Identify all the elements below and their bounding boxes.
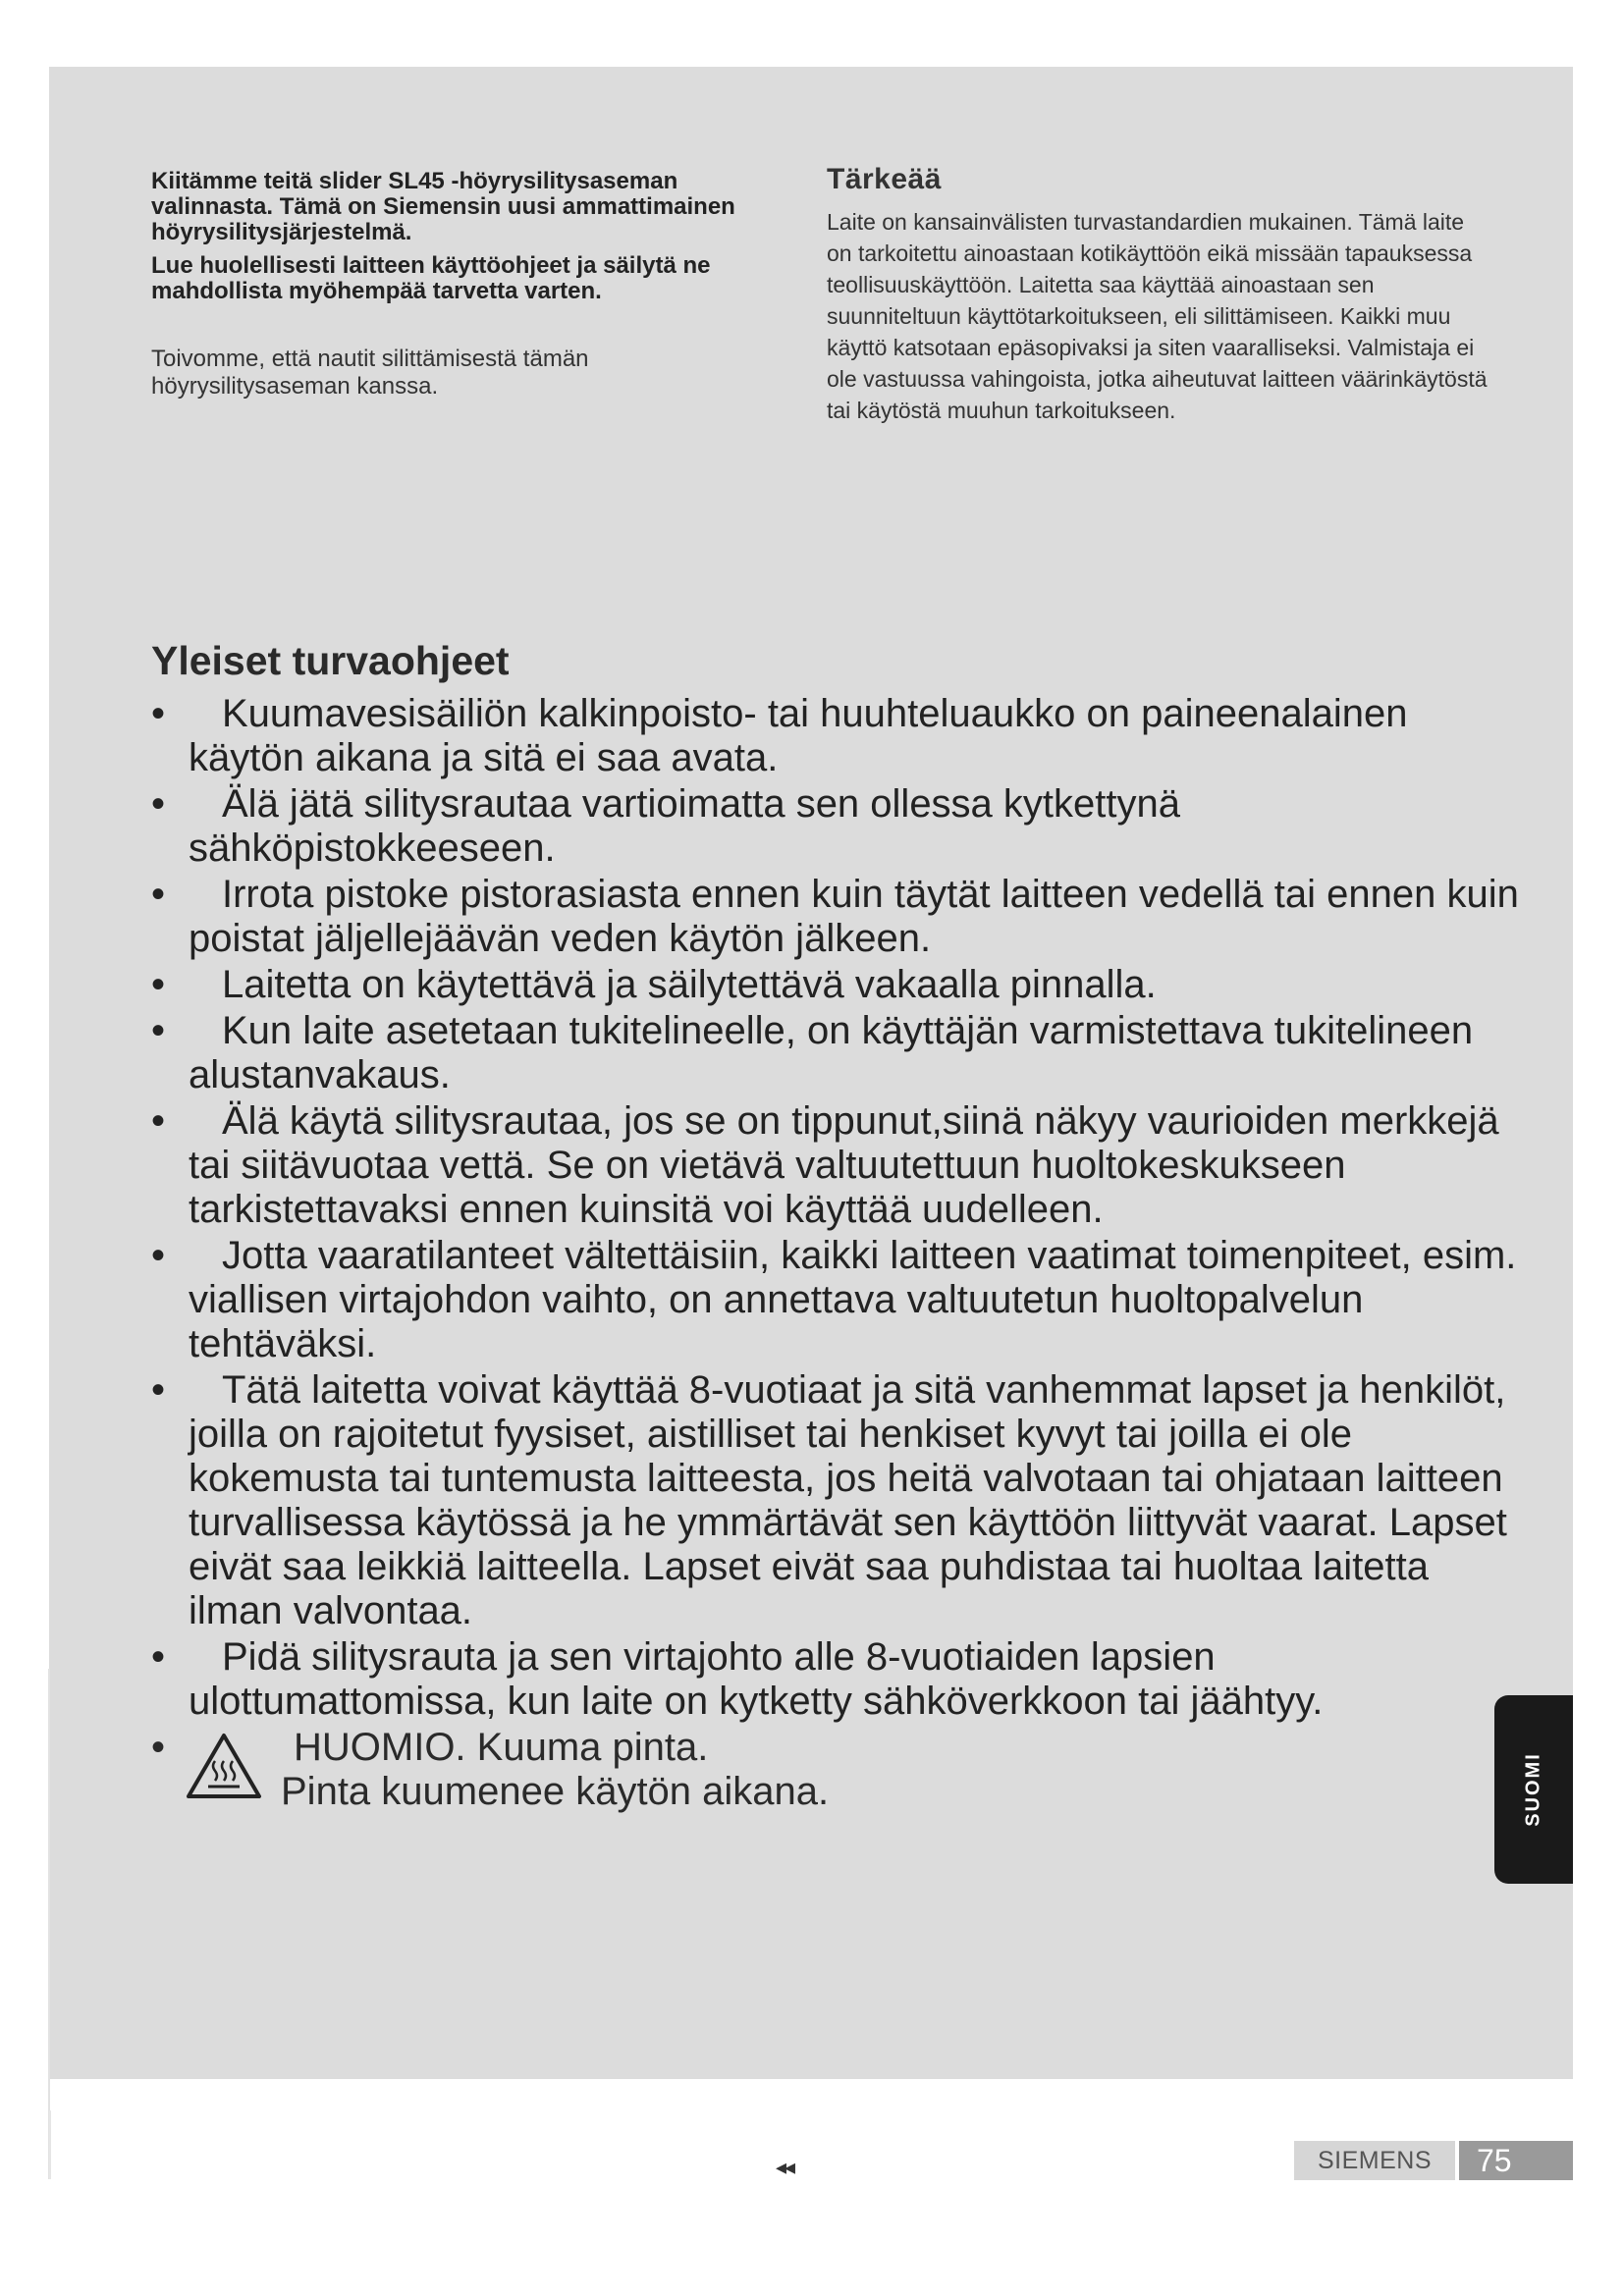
language-label: SUOMI [1522, 1752, 1544, 1827]
page-number: 75 [1459, 2141, 1573, 2180]
safety-item: • Kuumavesisäiliön kalkinpoisto- tai huuhteluaukko on paineenalainen käytön aikana ja sitä ei saa avata. [151, 692, 1408, 779]
intro-thanks: Kiitämme teitä slider SL45 -höyrysilitysaseman valinnasta. Tämä on Siemensin uusi ammattimainen höyrysilitysjärjestelmä. [151, 168, 735, 245]
bullet: • [151, 1009, 166, 1052]
safety-item: • Kun laite asetetaan tukitelineelle, on käyttäjän varmistettava tukitelineen alustanvakaus. [151, 1009, 1474, 1096]
safety-item: • Älä käytä silitysrautaa, jos se on tippunut,siinä näkyy vaurioiden merkkejä tai siitävuotaa vettä. Se on vietävä valtuutettuun huoltokeskukseen tarkistettavaksi ennen kuinsitä voi käyttää uudelleen. [151, 1099, 1499, 1231]
bullet: • [151, 1234, 166, 1277]
bullet: • [151, 1726, 166, 1769]
important-text: Laite on kansainvälisten turvastandardien mukainen. Tämä laite on tarkoitettu ainoastaan kotikäyttöön eikä missään tapauksessa teollisuuskäyttöön. Laitetta saa käyttää ainoastaan sen suunniteltuun käyttötarkoitukseen, eli silittämiseen. Kaikki muu käyttö katsotaan epäsopivaksi ja siten vaaralliseksi. Valmistaja ei ole vastuussa vahingoista, jotka aiheutuvat laitteen väärinkäytöstä tai käytöstä muuhun tarkoitukseen. [827, 209, 1488, 423]
intro-read-instructions: Lue huolellisesti laitteen käyttöohjeet ja säilytä ne mahdollista myöhempää tarvetta varten. [151, 252, 711, 304]
bullet: • [151, 692, 166, 735]
panel-edge-line [48, 1669, 50, 2179]
safety-item: • Älä jätä silitysrautaa vartioimatta sen ollessa kytkettynä sähköpistokkeeseen. [151, 782, 1180, 870]
intro-section [151, 169, 789, 400]
bullet: • [151, 782, 166, 826]
bullet: • [151, 963, 166, 1006]
safety-item: • Laitetta on käytettävä ja säilytettävä vakaalla pinnalla. [151, 963, 1157, 1006]
safety-title: Yleiset turvaohjeet [151, 638, 510, 683]
safety-item: • Tätä laitetta voivat käyttää 8-vuotiaat ja sitä vanhemmat lapset ja henkilöt, joilla on rajoitetut fyysiset, aistilliset tai henkiset kyvyt tai joilla ei ole kokemusta tai tuntemusta laitteesta, jos heitä valvotaan tai ohjataan laitteen turvallisessa käytössä ja he ymmärtävät sen käyttöön liittyvät vaarat. Lapset eivät saa leikkiä laitteella. Lapset eivät saa puhdistaa tai huoltaa laitetta ilman valvontaa. [151, 1368, 1507, 1632]
safety-item: • Pidä silitysrauta ja sen virtajohto alle 8-vuotiaiden lapsien ulottumattomissa, kun laite on kytketty sähköverkkoon tai jäähtyy. [151, 1635, 1324, 1723]
safety-item: • Irrota pistoke pistorasiasta ennen kuin täytät laitteen vedellä tai ennen kuin poistat jäljellejäävän veden käytön jälkeen. [151, 873, 1519, 960]
back-arrows-icon[interactable]: ◂◂ [776, 2155, 794, 2179]
bullet: • [151, 1099, 166, 1143]
intro-welcome: Toivomme, että nautit silittämisestä tämän höyrysilitysaseman kanssa. [151, 346, 589, 400]
hot-surface-warning-icon [185, 1732, 263, 1802]
safety-list [151, 692, 1526, 1724]
safety-item: • Jotta vaaratilanteet vältettäisiin, kaikki laitteen vaatimat toimenpiteet, esim. viallisen virtajohdon vaihto, on annettava valtuutetun huoltopalvelun tehtäväksi. [151, 1234, 1517, 1365]
bullet: • [151, 1368, 166, 1412]
bullet: • [151, 1635, 166, 1679]
important-title: Tärkeää [827, 163, 942, 195]
bullet: • [151, 873, 166, 916]
safety-section [151, 638, 1526, 1824]
brand-label: SIEMENS [1294, 2141, 1455, 2180]
language-tab [1494, 1695, 1573, 1884]
footer-edge-line [49, 2110, 51, 2179]
important-section [827, 163, 1494, 426]
warning-text: Pinta kuumenee käytön aikana. [281, 1770, 830, 1813]
hot-surface-warning [151, 1726, 1526, 1824]
warning-title: HUOMIO. Kuuma pinta. [294, 1726, 709, 1769]
